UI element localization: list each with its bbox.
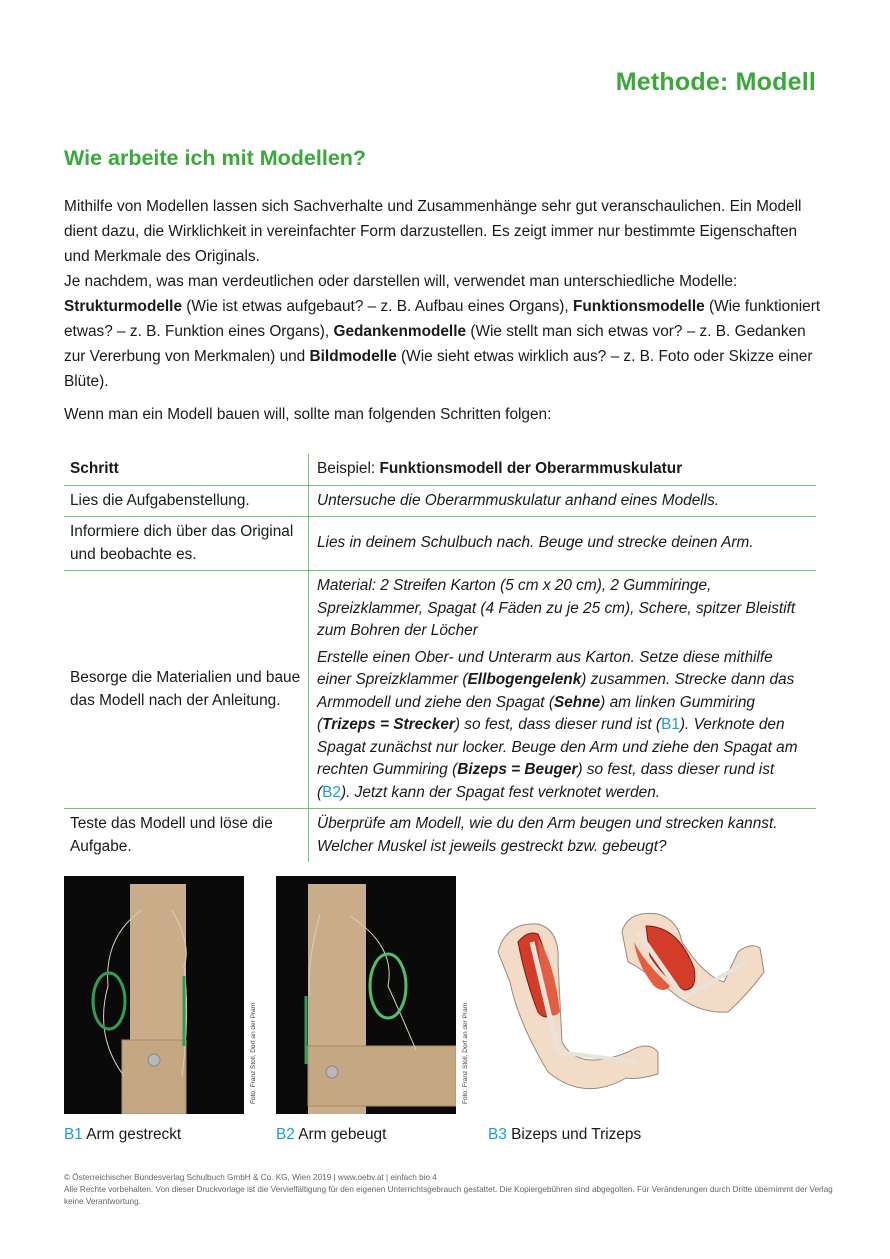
figure-b1-photo xyxy=(64,876,257,1114)
steps-table xyxy=(64,454,816,862)
page-header-title: Methode: Modell xyxy=(615,68,816,96)
example-cell: Lies in deinem Schulbuch nach. Beuge und strecke deinen Arm. xyxy=(317,534,754,552)
table-row xyxy=(64,571,816,809)
example-cell: Überprüfe am Modell, wie du den Arm beugen und strecken kannst. Welcher Muskel ist jeweils gestreckt bzw. gebeugt? xyxy=(317,815,778,855)
footer-line-2: Alle Rechte vorbehalten. Von dieser Druckvorlage ist die Vervielfältigung für den eigenen Unterrichtsgebrauch gestattet. Die Kopiergebühren sind abgegolten. Für Veränderungen durch Dritte übernimmt der Verlag keine Verantwortung. xyxy=(64,1185,833,1206)
instructions: Erstelle einen Ober- und Unterarm aus Karton. Setze diese mithilfe einer Spreizklammer (Ellbogengelenk) zusammen. Strecke dann das Armmodell und ziehe den Spagat (Sehne) am linken Gummiring (Trizeps = Strecker) so fest, dass dieser rund ist (B1). Verknote den Spagat zunächst nur locker. Beuge den Arm und ziehe den Spagat am rechten Gummiring (Bizeps = Beuger) so fest, dass dieser rund ist (B2). Jetzt kann der Spagat fest verknotet werden. xyxy=(317,648,798,801)
step-cell: Lies die Aufgabenstellung. xyxy=(64,485,309,517)
biceps-triceps-illustration xyxy=(488,902,788,1112)
intro-paragraph-2 xyxy=(64,269,824,394)
term-funktionsmodelle: Funktionsmodelle xyxy=(572,298,705,315)
desc-strukturmodelle: (Wie ist etwas aufgebaut? – z. B. Aufbau eines Organs), xyxy=(182,298,573,315)
figure-ref-b2: B2 xyxy=(322,783,341,801)
table-row xyxy=(64,485,816,517)
example-cell: Untersuche die Oberarmmuskulatur anhand eines Modells. xyxy=(317,491,720,509)
section-heading: Wie arbeite ich mit Modellen? xyxy=(64,146,367,170)
caption-b1: B1 Arm gestreckt xyxy=(64,1126,182,1143)
figure-b2-photo xyxy=(276,876,469,1114)
figure-b3-illustration xyxy=(488,902,788,1117)
example-cell xyxy=(309,571,817,809)
arm-bent-model-image xyxy=(276,876,456,1114)
header-example: Beispiel: Funktionsmodell der Oberarmmuskulatur xyxy=(317,460,683,477)
step-cell: Besorge die Materialien und baue das Modell nach der Anleitung. xyxy=(64,571,309,809)
table-header-row xyxy=(64,454,816,485)
desc-bildmodelle: (Wie sieht etwas wirklich aus? – z. B. Foto oder Skizze einer Blüte). xyxy=(64,348,813,390)
desc-gedankenmodelle: (Wie stellt man sich etwas vor? – z. B. Gedanken zur Vererbung von Merkmalen) und xyxy=(64,323,806,365)
copyright-footer xyxy=(64,1172,834,1208)
step-cell: Teste das Modell und löse die Aufgabe. xyxy=(64,809,309,863)
material-list: Material: 2 Streifen Karton (5 cm x 20 cm), 2 Gummiringe, Spreizklammer, Spagat (4 Fäden zu je 25 cm), Schere, spitzer Bleistift zum Bohren der Löcher xyxy=(317,577,796,639)
caption-b3: B3 Bizeps und Trizeps xyxy=(488,1126,642,1143)
figure-ref-b1: B1 xyxy=(661,716,680,733)
photo-credit-b1: Foto: Franz Stoll, Dorf an der Pram xyxy=(250,1002,257,1104)
table-row xyxy=(64,517,816,571)
photo-credit-b2: Foto: Franz Stoll, Dorf an der Pram xyxy=(462,1002,469,1104)
desc-funktionsmodelle: (Wie funktioniert etwas? – z. B. Funktion eines Organs), xyxy=(64,298,821,340)
steps-lead: Wenn man ein Modell bauen will, sollte man folgenden Schritten folgen: xyxy=(64,406,552,423)
term-strukturmodelle: Strukturmodelle xyxy=(64,298,183,315)
arm-stretched-model-image xyxy=(64,876,244,1114)
term-gedankenmodelle: Gedankenmodelle xyxy=(333,323,467,340)
intro-text xyxy=(64,194,824,394)
step-cell: Informiere dich über das Original und beobachte es. xyxy=(64,517,309,571)
footer-line-1: © Österreichischer Bundesverlag Schulbuch GmbH & Co. KG, Wien 2019 | www.oebv.at | einfach bio 4 xyxy=(64,1173,437,1182)
caption-b2: B2 Arm gebeugt xyxy=(276,1126,387,1143)
term-bildmodelle: Bildmodelle xyxy=(309,348,397,365)
table-row xyxy=(64,809,816,863)
header-step: Schritt xyxy=(64,454,309,485)
intro-paragraph-1: Mithilfe von Modellen lassen sich Sachverhalte und Zusammenhänge sehr gut veranschaulichen. Ein Modell dient dazu, die Wirklichkeit in vereinfachter Form darzustellen. Es zeigt immer nur bestimmte Eigenschaften und Merkmale des Originals. xyxy=(64,198,802,265)
intro-p2-start: Je nachdem, was man verdeutlichen oder darstellen will, verwendet man unterschiedliche Modelle: xyxy=(64,273,738,290)
